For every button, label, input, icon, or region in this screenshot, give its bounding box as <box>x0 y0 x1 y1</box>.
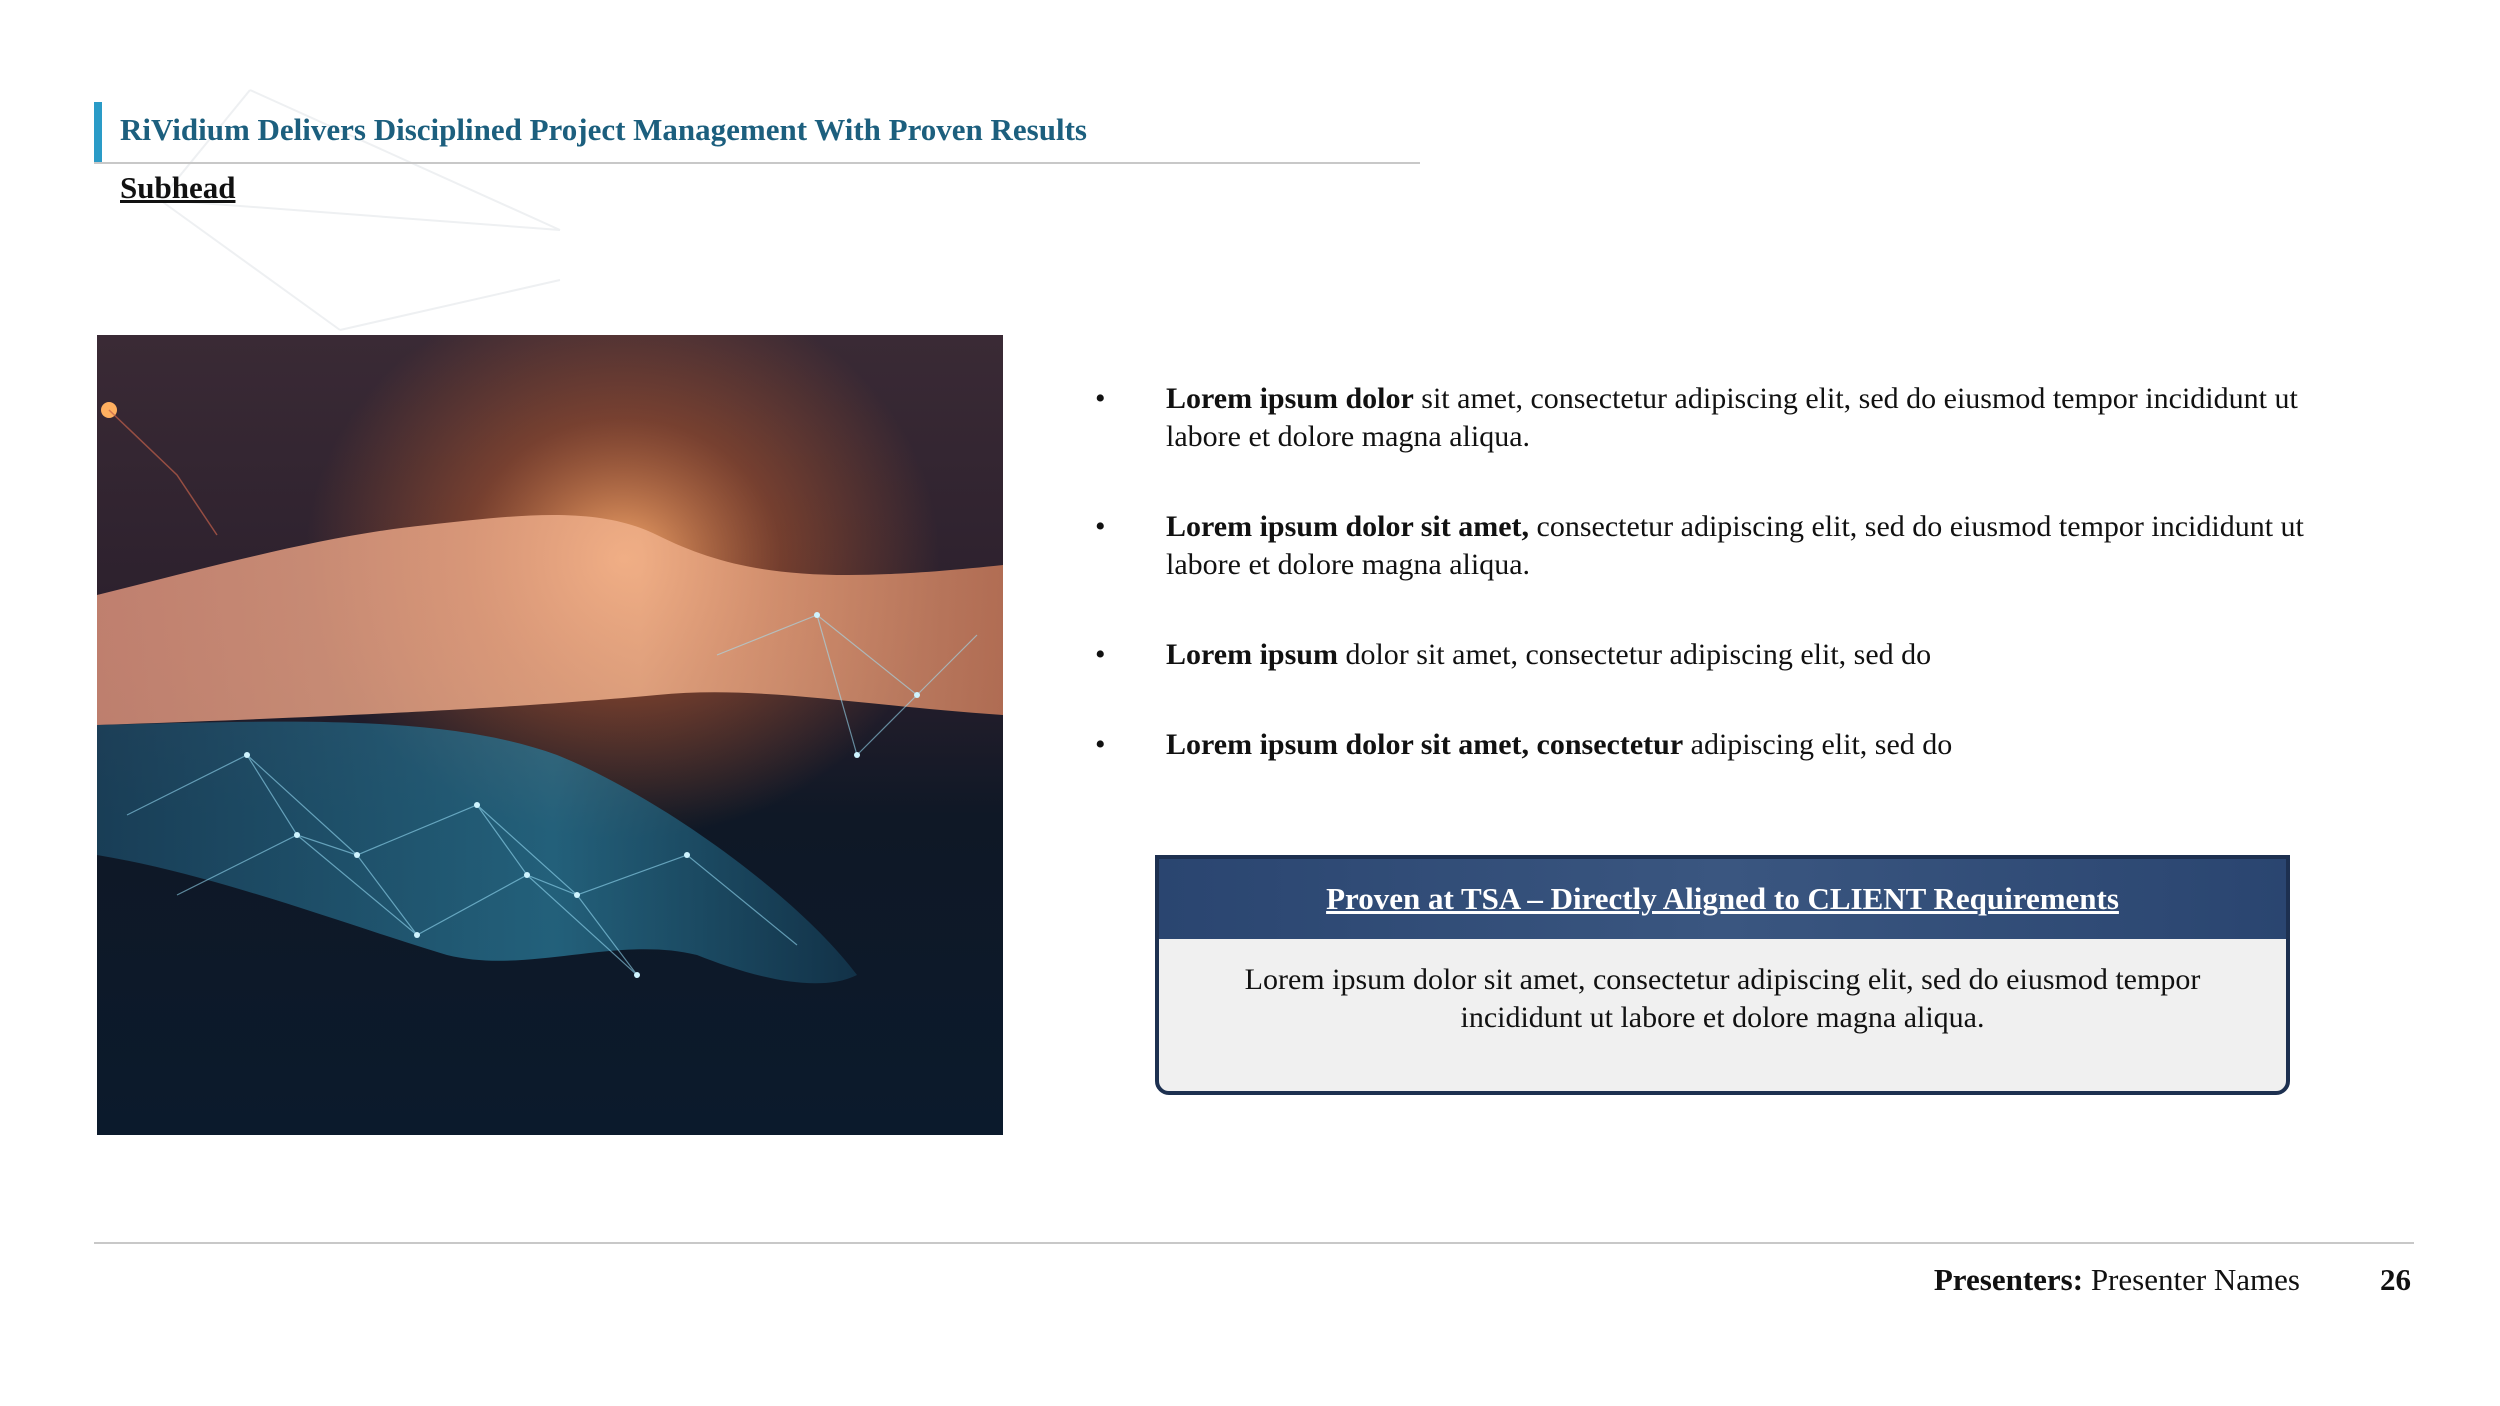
bullet-dot: • <box>1095 382 1106 415</box>
bullet-item <box>1090 726 2350 764</box>
bullet-list <box>1090 380 2350 764</box>
bullet-dot: • <box>1095 728 1106 761</box>
slide-title: RiVidium Delivers Disciplined Project Management With Proven Results <box>120 112 1087 147</box>
bullet-item <box>1090 380 2350 456</box>
page-number: 26 <box>2380 1262 2411 1297</box>
callout-heading: Proven at TSA – Directly Aligned to CLIENT Requirements <box>1159 859 2286 939</box>
callout-box <box>1155 855 2290 1095</box>
bullet-text: adipiscing elit, sed do <box>1683 728 1953 761</box>
subhead: Subhead <box>120 170 236 205</box>
bullet-lead: Lorem ipsum dolor sit amet, consectetur <box>1166 728 1684 761</box>
presenters-label: Presenters: <box>1933 1262 2084 1297</box>
presenters-names: Presenter Names <box>2083 1262 2300 1297</box>
bullet-text: sit amet, consectetur adipiscing elit, sed do eiusmod tempor incididunt ut labore et dolore magna aliqua. <box>1166 382 2298 453</box>
title-accent-bar <box>94 102 102 162</box>
presenters-credit <box>1934 1262 2300 1298</box>
footer-divider <box>94 1242 2414 1244</box>
title-area <box>94 102 1420 164</box>
bullet-text: dolor sit amet, consectetur adipiscing elit, sed do <box>1337 638 1932 671</box>
bullet-item <box>1090 508 2350 584</box>
handshake-image <box>97 335 1003 1135</box>
bullet-lead: Lorem ipsum dolor sit amet, <box>1166 510 1530 543</box>
bullet-dot: • <box>1095 510 1106 543</box>
bullet-lead: Lorem ipsum dolor <box>1166 382 1414 415</box>
callout-body: Lorem ipsum dolor sit amet, consectetur adipiscing elit, sed do eiusmod tempor incididunt ut labore et dolore magna aliqua. <box>1244 963 2201 1034</box>
background-decoration <box>0 0 700 380</box>
bullet-dot: • <box>1095 638 1106 671</box>
bullet-text: consectetur adipiscing elit, sed do eiusmod tempor incididunt ut labore et dolore magna aliqua. <box>1166 510 2304 581</box>
bullet-lead: Lorem ipsum <box>1166 638 1338 671</box>
bullet-item <box>1090 636 2350 674</box>
handshake-digital-icon <box>97 335 1003 1135</box>
